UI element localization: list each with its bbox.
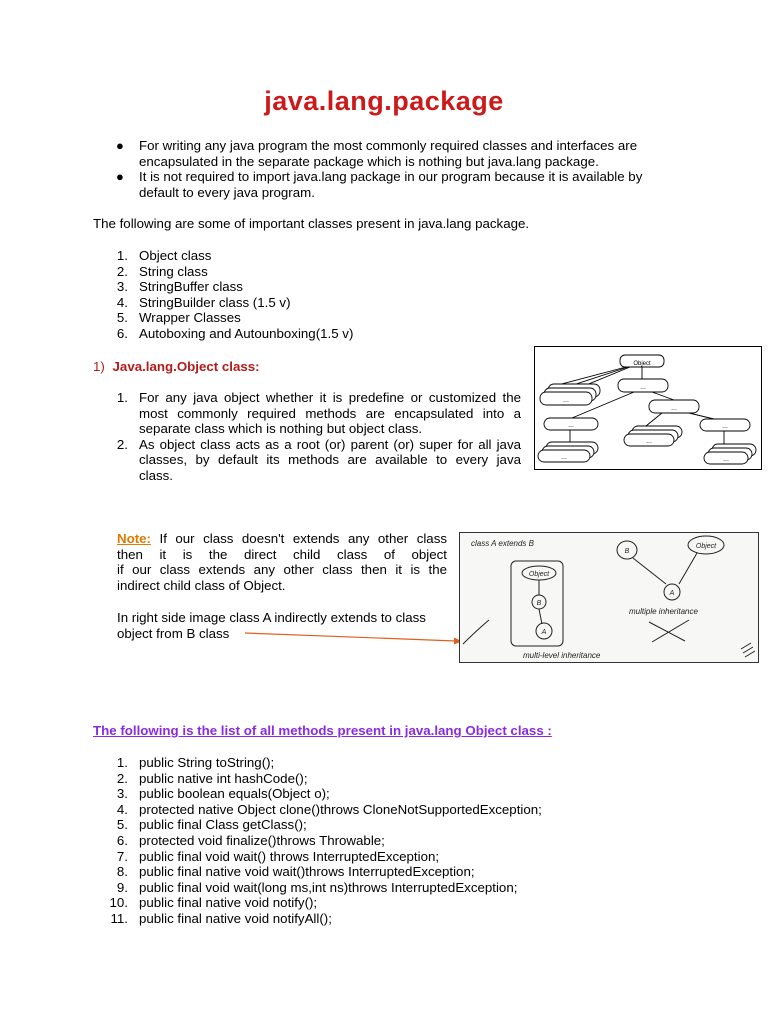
list-number: 8. — [116, 864, 128, 880]
methods-heading: The following is the list of all methods present in java.lang Object class : — [93, 723, 552, 738]
note-line: then it is the direct child class of object — [117, 546, 447, 562]
page-title: java.lang.package — [264, 86, 504, 116]
point-line: separate class which is nothing but object class. — [139, 421, 423, 437]
list-item — [100, 911, 620, 927]
sketch-caption: class A extends B — [471, 539, 534, 548]
methods-list — [100, 755, 620, 927]
list-number: 10. — [109, 895, 128, 911]
note-label: Note: — [117, 531, 151, 546]
bullet-item — [139, 138, 679, 169]
list-number: 2. — [116, 770, 128, 786]
list-item — [100, 755, 620, 771]
pointer-arrow — [240, 630, 465, 646]
list-item — [100, 390, 521, 437]
object-points — [100, 390, 521, 484]
sketch-caption: multiple inheritance — [629, 607, 698, 616]
list-text: Object class — [139, 248, 212, 263]
list-item — [100, 895, 620, 911]
list-number: 5. — [116, 817, 128, 833]
list-item — [100, 771, 620, 787]
bullet-line: It is not required to import java.lang package in our program because it is available by — [139, 169, 643, 184]
sketch-node-label: A — [541, 629, 547, 636]
list-item — [100, 849, 620, 865]
list-text: public native int hashCode(); — [139, 770, 308, 786]
note-line — [117, 531, 447, 547]
list-text: protected void finalize()throws Throwable; — [139, 832, 385, 848]
tree-node-label: ... — [563, 397, 569, 404]
sketch-node-label: B — [624, 548, 630, 555]
list-number: 11. — [110, 910, 128, 926]
section-number: 1) — [93, 359, 105, 374]
list-item — [100, 279, 520, 295]
sketch-caption: multi-level inheritance — [523, 651, 601, 660]
list-item — [100, 880, 620, 896]
class-tree-diagram — [534, 346, 762, 470]
list-number: 1. — [116, 390, 128, 405]
list-text: StringBuffer class — [139, 279, 243, 295]
list-item — [100, 310, 520, 326]
bullet-icon: ● — [116, 138, 124, 153]
section-title: Java.lang.Object class: — [112, 359, 260, 374]
list-item — [100, 802, 620, 818]
list-item — [100, 817, 620, 833]
tree-node-label: ... — [568, 422, 574, 429]
point-line: As object class acts as a root (or) parent (or) super for all java — [139, 436, 521, 452]
section-heading — [93, 359, 260, 375]
list-item — [100, 786, 620, 802]
list-number: 3. — [116, 786, 128, 802]
list-number: 4. — [116, 294, 128, 310]
list-item — [100, 864, 620, 880]
list-number: 1. — [116, 248, 128, 263]
list-item — [100, 264, 520, 280]
sketch-node-label: A — [669, 590, 675, 597]
sketch-node-label: Object — [695, 543, 717, 550]
list-number: 6. — [116, 832, 128, 848]
bullet-line: For writing any java program the most commonly required classes and interfaces are — [139, 138, 638, 153]
list-item — [100, 326, 520, 342]
list-text: StringBuilder class (1.5 v) — [139, 294, 291, 310]
tree-node-label: ... — [722, 423, 728, 430]
list-text: public String toString(); — [139, 755, 275, 770]
tree-root-label: Object — [633, 361, 651, 367]
list-number: 9. — [116, 879, 128, 895]
list-text: public final Class getClass(); — [139, 817, 307, 833]
list-number: 2. — [116, 263, 128, 279]
bullet-line: default to every java program. — [139, 184, 315, 200]
list-number: 5. — [116, 310, 128, 326]
list-text: public final native void notifyAll(); — [139, 910, 332, 926]
classes-list — [100, 248, 520, 342]
intro-text: The following are some of important classes present in java.lang package. — [93, 216, 530, 231]
list-text: Autoboxing and Autounboxing(1.5 v) — [139, 325, 354, 341]
list-text: public final native void notify(); — [139, 895, 318, 911]
note-text: If our class doesn't extends any other class — [159, 531, 447, 546]
tree-node-label: ... — [723, 456, 729, 463]
list-text: protected native Object clone()throws CloneNotSupportedException; — [139, 801, 542, 817]
list-number: 2. — [116, 436, 128, 452]
bullet-item — [139, 169, 679, 200]
sketch-node-label: Object — [528, 571, 550, 578]
note-line: object from B class — [117, 625, 230, 641]
note-line: indirect child class of Object. — [117, 577, 286, 593]
bullet-icon: ● — [116, 169, 124, 184]
tree-node-label: ... — [646, 438, 652, 445]
point-line: most commonly required methods are encapsulated into a — [139, 405, 521, 421]
tree-node-label: ... — [561, 454, 567, 461]
list-text: Wrapper Classes — [139, 310, 241, 326]
inheritance-sketch — [459, 532, 759, 663]
list-number: 7. — [116, 848, 128, 864]
note-line: if our class extends any other class then it is the — [117, 562, 447, 578]
list-text: public final void wait() throws InterruptedException; — [139, 848, 440, 864]
point-line: classes, by default its methods are available to every java — [139, 452, 521, 468]
note-paragraph — [117, 531, 447, 593]
tree-node-label: ... — [640, 384, 646, 391]
list-text: public final native void wait()throws InterruptedException; — [139, 864, 475, 880]
list-item — [100, 437, 521, 484]
tree-node-label: ... — [671, 405, 677, 412]
list-text: public boolean equals(Object o); — [139, 786, 330, 802]
list-number: 1. — [116, 755, 128, 770]
list-item — [100, 295, 520, 311]
list-number: 3. — [116, 279, 128, 295]
note-line: In right side image class A indirectly extends to class — [117, 610, 426, 625]
bullet-line: encapsulated in the separate package which is nothing but java.lang package. — [139, 153, 599, 169]
list-number: 6. — [116, 325, 128, 341]
list-item — [100, 833, 620, 849]
list-text: public final void wait(long ms,int ns)throws InterruptedException; — [139, 879, 518, 895]
list-number: 4. — [116, 801, 128, 817]
point-line: For any java object whether it is predefine or customized the — [139, 390, 521, 405]
sketch-node-label: B — [536, 600, 542, 607]
point-line: class. — [139, 467, 173, 483]
list-text: String class — [139, 263, 208, 279]
list-item — [100, 248, 520, 264]
